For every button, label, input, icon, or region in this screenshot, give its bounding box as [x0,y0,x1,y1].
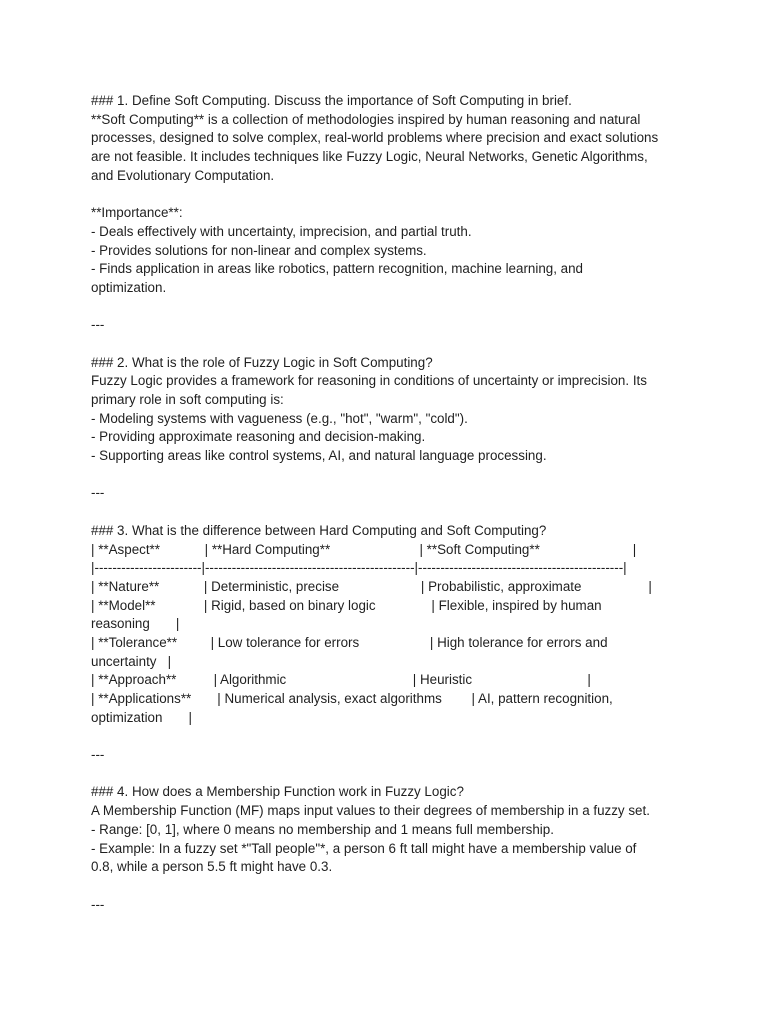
table-row-tolerance-cont: uncertainty | [91,653,172,669]
table-row-tolerance: | **Tolerance** | Low tolerance for errors | High tolerance for errors and [91,634,608,650]
importance-label: **Importance**: [91,205,183,221]
importance-bullet: - Provides solutions for non-linear and complex systems. [91,242,427,258]
table-header-row: | **Aspect** | **Hard Computing** | **Soft Computing** | [91,541,637,557]
q1-text-line: **Soft Computing** is a collection of methodologies inspired by human reasoning and natural [91,111,641,127]
blank-line [91,466,691,485]
blank-line [91,335,691,354]
table-row-nature: | **Nature** | Deterministic, precise | Probabilistic, approximate | [91,578,652,594]
q2-heading: ### 2. What is the role of Fuzzy Logic in Soft Computing? [91,354,433,370]
q2-text-line: Fuzzy Logic provides a framework for reasoning in conditions of uncertainty or imprecision. Its [91,373,647,389]
q2-text-line: primary role in soft computing is: [91,392,284,407]
importance-bullet: - Finds application in areas like robotics, pattern recognition, machine learning, and [91,261,584,277]
q4-bullet-cont: 0.8, while a person 5.5 ft might have 0.3. [91,859,333,875]
q2-bullet: - Modeling systems with vagueness (e.g., "hot", "warm", "cold"). [91,410,468,426]
q2-bullet: - Providing approximate reasoning and decision-making. [91,429,426,445]
table-row-approach: | **Approach** | Algorithmic | Heuristic | [91,672,591,688]
q4-text-line: A Membership Function (MF) maps input values to their degrees of membership in a fuzzy set. [91,803,650,819]
section-divider: --- [91,485,105,501]
q4-bullet: - Range: [0, 1], where 0 means no membership and 1 means full membership. [91,821,554,837]
table-separator-row: |------------------------|-----------------------------------------------|----------------------------------------------| [91,560,627,576]
blank-line [91,877,691,896]
section-divider: --- [91,317,105,333]
q4-heading: ### 4. How does a Membership Function work in Fuzzy Logic? [91,784,464,800]
q1-text-line: are not feasible. It includes techniques like Fuzzy Logic, Neural Networks, Genetic Algorithms, [91,149,648,165]
importance-bullet: - Deals effectively with uncertainty, imprecision, and partial truth. [91,223,472,239]
section-divider: --- [91,896,105,912]
q1-heading: ### 1. Define Soft Computing. Discuss the importance of Soft Computing in brief. [91,93,572,108]
blank-line [91,298,691,317]
blank-line [91,503,691,522]
q3-heading: ### 3. What is the difference between Hard Computing and Soft Computing? [91,522,547,538]
section-divider: --- [91,747,105,763]
table-row-model-cont: reasoning | [91,616,180,632]
q1-text-line: and Evolutionary Computation. [91,167,275,183]
q2-bullet: - Supporting areas like control systems, AI, and natural language processing. [91,448,547,464]
q1-text-line: processes, designed to solve complex, real-world problems where precision and exact solutions [91,130,659,146]
table-row-applications: | **Applications** | Numerical analysis, exact algorithms | AI, pattern recognition, [91,691,613,706]
blank-line [91,727,691,746]
q4-bullet: - Example: In a fuzzy set *"Tall people"*, a person 6 ft tall might have a membership value of [91,840,637,856]
importance-bullet-cont: optimization. [91,279,167,295]
blank-line [91,185,691,204]
document-text-body [91,92,691,914]
table-row-applications-cont: optimization | [91,709,192,725]
table-row-model: | **Model** | Rigid, based on binary logic | Flexible, inspired by human [91,597,602,613]
blank-line [91,765,691,784]
